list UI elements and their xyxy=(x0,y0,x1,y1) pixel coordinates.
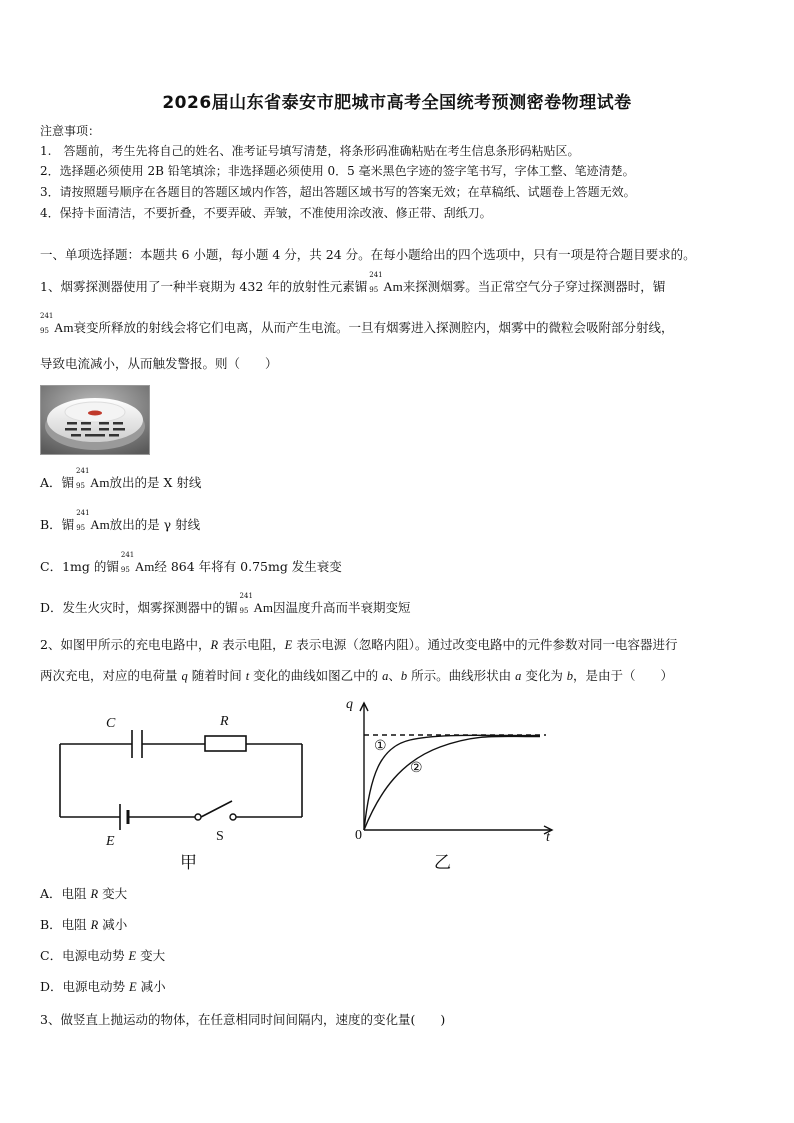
option-text: 变大 xyxy=(136,948,166,963)
option-label: A．镅 xyxy=(40,475,75,490)
mass-number: 241 xyxy=(239,592,253,600)
element-symbol: Am xyxy=(383,279,403,294)
option-a[interactable] xyxy=(40,884,127,902)
question-2-line-2 xyxy=(40,666,673,684)
option-text: 减小 xyxy=(136,979,166,994)
page-title: 2026届山东省泰安市肥城市高考全国统考预测密卷物理试卷 xyxy=(162,93,632,113)
var-a: a xyxy=(382,669,389,683)
option-label: A．电阻 xyxy=(40,886,91,901)
curve-1-label: ① xyxy=(374,738,387,754)
q2-text: 随着时间 xyxy=(187,668,246,683)
notice-item: 1. 答题前，考生先将自己的姓名、准考证号填写清楚，将条形码准确粘贴在考生信息条形码粘贴区。 xyxy=(40,144,580,158)
q1-text: 衰变所释放的射线会将它们电离，从而产生电流。一旦有烟雾进入探测腔内，烟雾中的微粒会吸附部分射线， xyxy=(73,320,674,335)
atomic-number: 95 xyxy=(40,327,49,335)
var-r: R xyxy=(210,638,219,652)
var-e: E xyxy=(284,638,293,652)
resistor-label: R xyxy=(220,714,229,729)
atomic-number: 95 xyxy=(120,566,130,574)
q2-text: 两次充电，对应的电荷量 xyxy=(40,668,182,683)
element-symbol: Am xyxy=(90,517,110,532)
option-text: 变大 xyxy=(98,886,128,901)
question-1-line-1 xyxy=(40,271,666,295)
question-1-line-2 xyxy=(40,312,674,336)
question-3-text: 3、做竖直上抛运动的物体，在任意相同时间间隔内，速度的变化量( ) xyxy=(40,1012,446,1027)
option-label: B．镅 xyxy=(40,517,75,532)
section-heading: 一、单项选择题：本题共 6 小题，每小题 4 分，共 24 分。在每小题给出的四个选项中，只有一项是符合题目要求的。 xyxy=(40,247,696,262)
axis-q-label: q xyxy=(346,697,353,712)
atomic-number: 95 xyxy=(239,607,249,615)
option-b[interactable] xyxy=(40,509,201,533)
option-text: 放出的是 γ 射线 xyxy=(109,517,201,532)
charge-time-graph xyxy=(340,695,560,845)
mass-number: 241 xyxy=(76,467,90,475)
option-b[interactable] xyxy=(40,915,127,933)
var-e: E xyxy=(129,980,137,994)
capacitor-label: C xyxy=(106,716,116,731)
var-q: q xyxy=(181,669,188,683)
element-symbol: Am xyxy=(54,320,74,335)
smoke-detector-image xyxy=(40,385,150,455)
curve-2-label: ② xyxy=(410,760,423,776)
mass-number: 241 xyxy=(76,509,90,517)
switch-label: S xyxy=(216,829,224,844)
option-label: C．电源电动势 xyxy=(40,948,129,963)
var-r: R xyxy=(90,887,99,901)
option-d[interactable] xyxy=(40,977,166,995)
q1-text: 来探测烟雾。当正常空气分子穿过探测器时，镅 xyxy=(402,279,666,294)
isotope xyxy=(40,312,54,335)
q2-text: 所示。曲线形状由 xyxy=(407,668,516,683)
var-e: E xyxy=(128,949,137,963)
option-text: 减小 xyxy=(98,917,128,932)
q1-text: 1、烟雾探测器使用了一种半衰期为 432 年的放射性元素镅 xyxy=(40,279,368,294)
option-a[interactable] xyxy=(40,467,202,491)
isotope xyxy=(76,467,90,490)
var-t: t xyxy=(245,669,250,683)
notice-item: 3．请按照题号顺序在各题目的答题区域内作答，超出答题区域书写的答案无效；在草稿纸、试题卷上答题无效。 xyxy=(40,185,636,199)
notice-heading: 注意事项： xyxy=(40,124,101,138)
option-text: 因温度升高而半衰期变短 xyxy=(273,600,411,615)
q2-text: ，是由于（ ） xyxy=(573,668,674,683)
var-r: R xyxy=(90,918,99,932)
option-text: 经 864 年将有 0.75mg 发生衰变 xyxy=(154,559,342,574)
option-c[interactable] xyxy=(40,551,342,575)
element-symbol: Am xyxy=(253,600,274,615)
atomic-number: 95 xyxy=(76,482,85,490)
mass-number: 241 xyxy=(120,551,135,559)
battery-label: E xyxy=(106,834,115,849)
option-label: C．1mg 的镅 xyxy=(40,559,119,574)
q2-text: 、 xyxy=(388,668,401,683)
option-label: D．电源电动势 xyxy=(40,979,129,994)
var-a: a xyxy=(515,669,522,683)
isotope xyxy=(239,592,254,615)
origin-label: 0 xyxy=(355,828,362,843)
var-b: b xyxy=(400,669,408,683)
option-label: D．发生火灾时，烟雾探测器中的镅 xyxy=(40,600,238,615)
isotope xyxy=(120,551,135,574)
axis-t-label: t xyxy=(546,830,550,845)
figure-caption-jia: 甲 xyxy=(180,853,197,873)
option-text: 放出的是 X 射线 xyxy=(109,475,202,490)
figure-caption-yi: 乙 xyxy=(434,853,451,873)
element-symbol: Am xyxy=(134,559,155,574)
atomic-number: 95 xyxy=(369,286,379,294)
var-b: b xyxy=(566,669,574,683)
question-2-line-1 xyxy=(40,635,677,653)
isotope xyxy=(369,271,383,294)
option-d[interactable] xyxy=(40,592,411,616)
option-c[interactable] xyxy=(40,946,165,964)
mass-number: 241 xyxy=(369,271,383,279)
question-1-line-3: 导致电流减小，从而触发警报。则（ ） xyxy=(40,356,278,371)
atomic-number: 95 xyxy=(76,524,86,532)
isotope xyxy=(76,509,90,532)
q2-text: 表示电阻， xyxy=(218,637,285,652)
mass-number: 241 xyxy=(40,312,54,320)
notice-item: 2．选择题必须使用 2B 铅笔填涂；非选择题必须使用 0．5 毫米黑色字迹的签字笔书写，字体工整、笔迹清楚。 xyxy=(40,164,635,178)
circuit-diagram xyxy=(40,700,330,870)
element-symbol: Am xyxy=(90,475,110,490)
q2-text: 变化的曲线如图乙中的 xyxy=(249,668,383,683)
notice-item: 4．保持卡面清洁，不要折叠，不要弄破、弄皱，不准使用涂改液、修正带、刮纸刀。 xyxy=(40,206,492,220)
q2-text: 表示电源（忽略内阻）。通过改变电路中的元件参数对同一电容器进行 xyxy=(292,637,678,652)
q2-text: 变化为 xyxy=(521,668,567,683)
q2-text: 2、如图甲所示的充电电路中， xyxy=(40,637,211,652)
option-label: B．电阻 xyxy=(40,917,91,932)
